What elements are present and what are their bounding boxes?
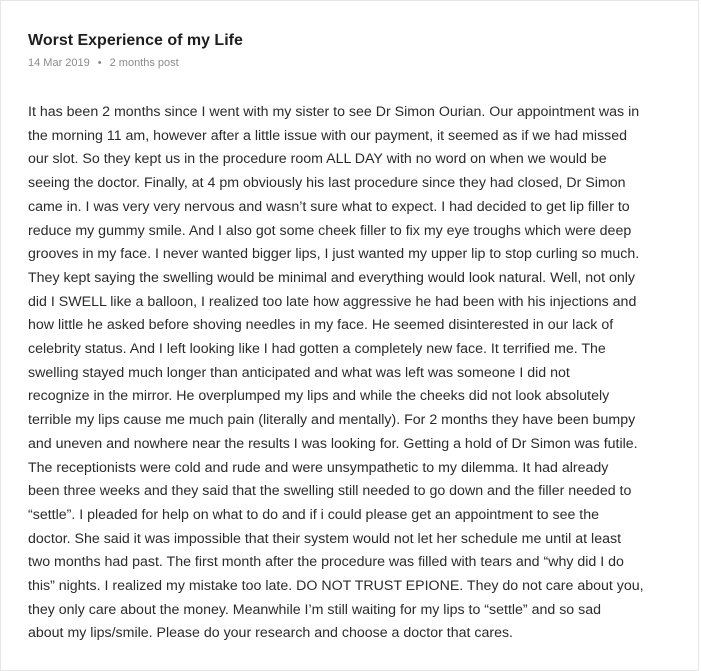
review-title: Worst Experience of my Life (28, 32, 243, 49)
review-date: 14 Mar 2019 (28, 57, 90, 69)
review-meta (28, 56, 179, 70)
review-body-line: recognize in the mirror. He overplumped my lips and while the cheeks did not look absolutely (28, 388, 610, 405)
review-body-line: “settle”. I pleaded for help on what to do and if i could please get an appointment to see the (28, 506, 600, 523)
review-body-line: two months had past. The first month after the procedure was filled with tears and “why did I do (28, 554, 624, 571)
review-body-line: They kept saying the swelling would be minimal and everything would look natural. Well, not only (28, 269, 635, 286)
review-body-line: It has been 2 months since I went with my sister to see Dr Simon Ourian. Our appointment was in (28, 104, 640, 120)
review-body-line: the morning 11 am, however after a little issue with our payment, it seemed as if we had missed (28, 127, 628, 144)
review-body-line: seeing the doctor. Finally, at 4 pm obviously his last procedure since they had closed, Dr Simon (28, 175, 626, 192)
meta-separator: • (97, 57, 102, 69)
review-body-line: and uneven and nowhere near the results I was looking for. Getting a hold of Dr Simon was futile. (28, 435, 638, 452)
review-body-line: reduce my gummy smile. And I also got some cheek filler to fix my eye troughs which were deep (28, 222, 632, 239)
review-body-line: how little he asked before shoving needles in my face. He seemed disinterested in our lack of (28, 317, 614, 334)
review-body-line: they only care about the money. Meanwhile I’m still waiting for my lips to “settle” and so sad (28, 601, 602, 618)
review-body-line: grooves in my face. I never wanted bigger lips, I just wanted my upper lip to stop curling so much. (28, 246, 640, 263)
review-body (28, 101, 678, 646)
review-body-line: did I SWELL like a balloon, I realized too late how aggressive he had been with his injections and (28, 293, 637, 310)
review-body-line: this” nights. I realized my mistake too late. DO NOT TRUST EPIONE. They do not care about you, (28, 578, 644, 595)
review-body-line: swelling stayed much longer than anticipated and what was left was someone I did not (28, 364, 570, 381)
review-body-line: terrible my lips cause me much pain (literally and mentally). For 2 months they have been bumpy (28, 412, 636, 429)
review-body-line: doctor. She said it was impossible that their system would not let her schedule me until at least (28, 530, 622, 547)
review-body-line: celebrity status. And I left looking like I had gotten a completely new face. It terrified me. The (28, 341, 606, 358)
review-body-line: been three weeks and they said that the swelling still needed to go down and the filler needed to (28, 483, 632, 500)
review-body-line: our slot. So they kept us in the procedure room ALL DAY with no word on when we would be (28, 151, 607, 168)
review-body-line: came in. I was very very nervous and wasn’t sure what to expect. I had decided to get lip filler to (28, 198, 630, 215)
review-body-line: The receptionists were cold and rude and were unsympathetic to my dilemma. It had already (28, 459, 609, 476)
review-age: 2 months post (109, 57, 179, 69)
review-body-line: about my lips/smile. Please do your research and choose a doctor that cares. (28, 625, 513, 642)
